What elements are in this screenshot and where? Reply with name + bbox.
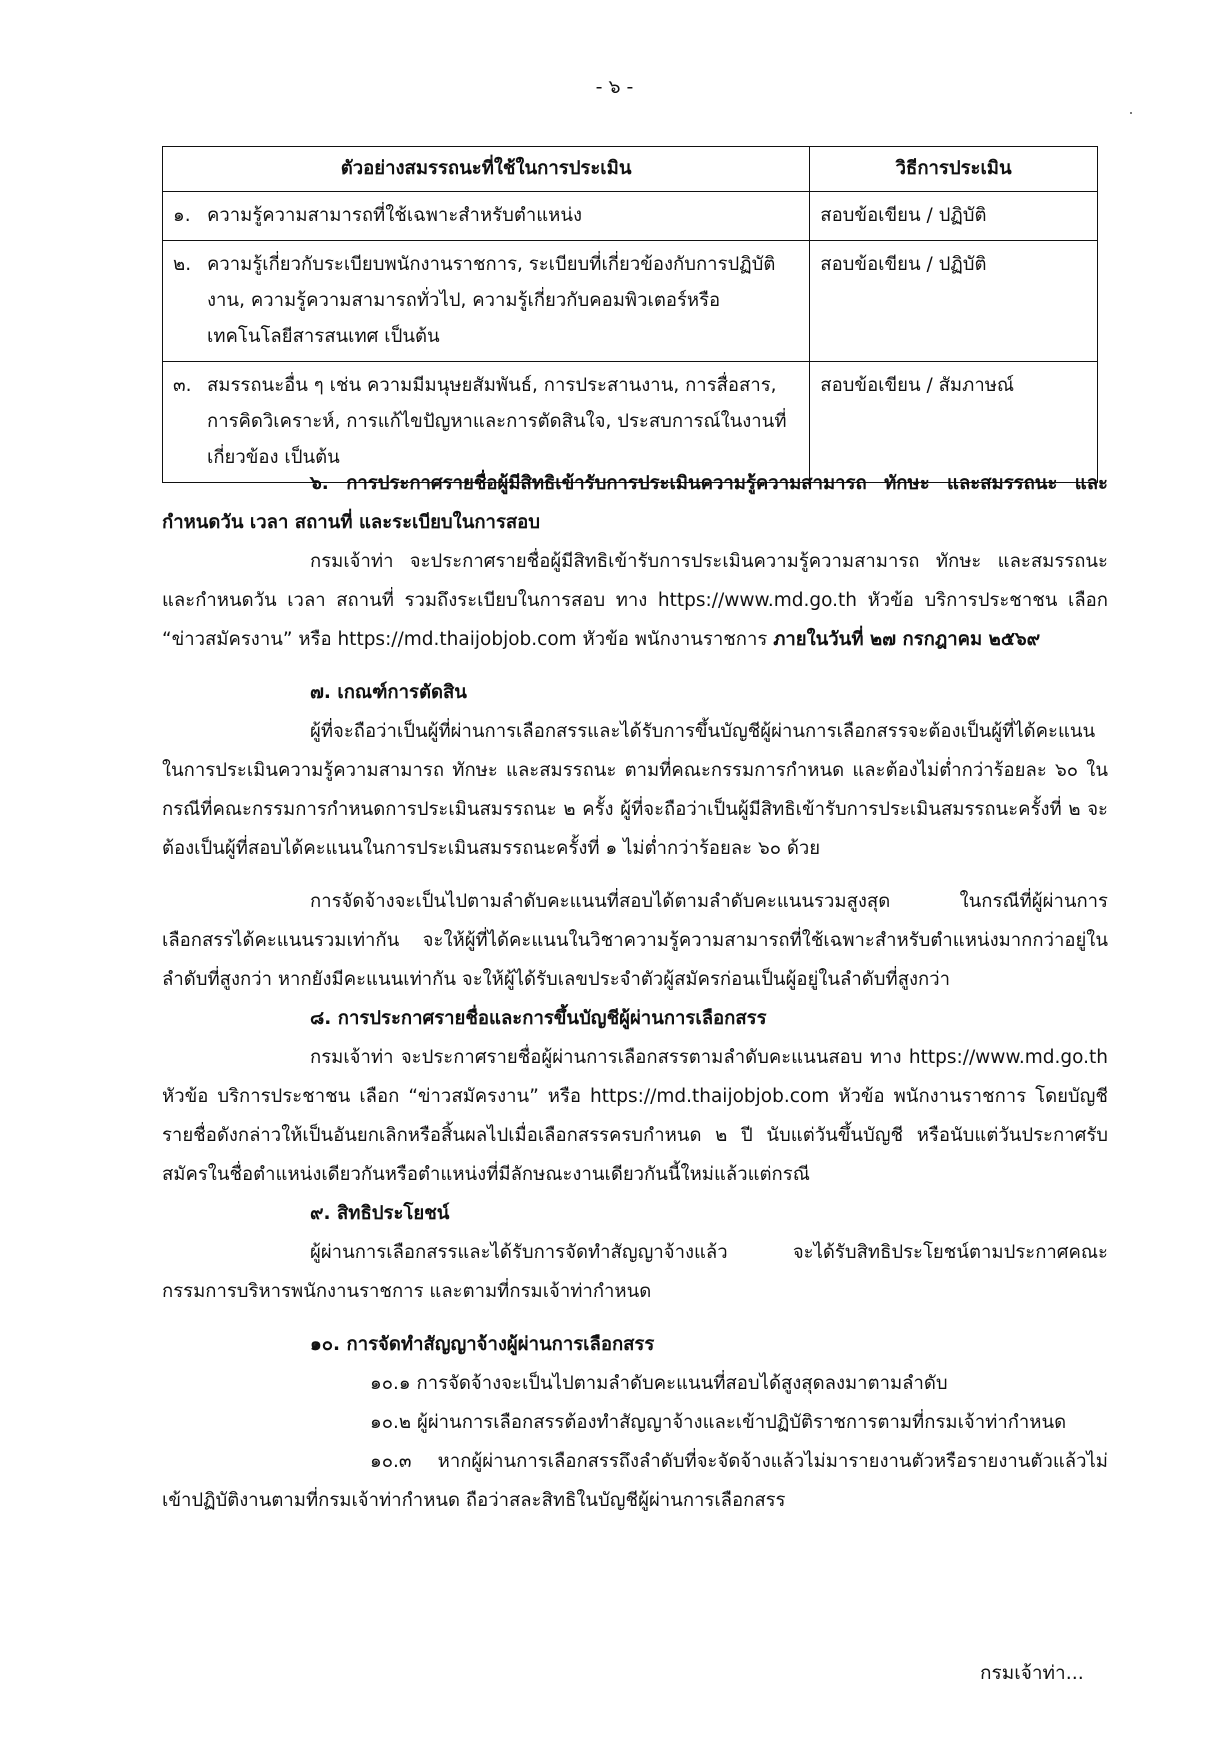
row-text: สมรรถนะอื่น ๆ เช่น ความมีมนุษยสัมพันธ์, การประสานงาน, การสื่อสาร, การคิดวิเคราะห์, การแก้ไขปัญหาและการตัดสินใจ, ประสบการณ์ในงานที่เกี่ยวข้อง เป็นต้น [207,375,787,468]
section-10-item-2: ๑๐.๒ ผู้ผ่านการเลือกสรรต้องทำสัญญาจ้างและเข้าปฏิบัติราชการตามที่กรมเจ้าท่ากำหนด [370,1412,1067,1433]
table-header-method: วิธีการประเมิน [810,147,1098,192]
section-6-heading: ๖. การประกาศรายชื่อผู้มีสิทธิเข้ารับการประเมินความรู้ความสามารถ ทักษะ และสมรรถนะ และกำหนดวัน เวลา สถานที่ และระเบียบในการสอบ [162,473,1108,533]
row-text: ความรู้ความสามารถที่ใช้เฉพาะสำหรับตำแหน่ง [207,205,583,226]
document-body [162,464,1108,1520]
section-6-body [162,542,1108,659]
section-10-item-1: ๑๐.๑ การจัดจ้างจะเป็นไปตามลำดับคะแนนที่สอบได้สูงสุดลงมาตามลำดับ [370,1373,948,1394]
table-cell-method: สอบข้อเขียน / ปฏิบัติ [810,241,1098,362]
section-6-text: กรมเจ้าท่า จะประกาศรายชื่อผู้มีสิทธิเข้ารับการประเมินความรู้ความสามารถ ทักษะ และสมรรถนะ และกำหนดวัน เวลา สถานที่ รวมถึงระเบียบในการสอบ ทาง https://www.md.go.th หัวข้อ บริการประชาชน เลือก “ข่าวสมัครงาน” หรือ https://md.thaijobjob.com หัวข้อ พนักงานราชการ [162,551,1108,650]
row-number: ๑. [173,205,191,226]
table-header-competency: ตัวอย่างสมรรถนะที่ใช้ในการประเมิน [163,147,810,192]
table-cell-competency [163,192,810,241]
page-number: - ๖ - [595,76,634,98]
continuation-note: กรมเจ้าท่า... [980,1662,1084,1684]
row-number: ๒. [173,254,192,275]
section-8-heading: ๘. การประกาศรายชื่อและการขึ้นบัญชีผู้ผ่านการเลือกสรร [310,1008,767,1029]
competency-table [162,146,1098,483]
row-number: ๓. [173,375,192,396]
table-cell-method: สอบข้อเขียน / ปฏิบัติ [810,192,1098,241]
section-9-heading: ๙. สิทธิประโยชน์ [310,1203,450,1224]
table-cell-method: สอบข้อเขียน / สัมภาษณ์ [810,362,1098,483]
scan-speck [1130,112,1132,114]
section-10-item-3: ๑๐.๓ หากผู้ผ่านการเลือกสรรถึงลำดับที่จะจัดจ้างแล้วไม่มารายงานตัวหรือรายงานตัวแล้วไม่เข้าปฏิบัติงานตามที่กรมเจ้าท่ากำหนด ถือว่าสละสิทธิในบัญชีผู้ผ่านการเลือกสรร [162,1451,1108,1511]
section-9-body: ผู้ผ่านการเลือกสรรและได้รับการจัดทำสัญญาจ้างแล้ว จะได้รับสิทธิประโยชน์ตามประกาศคณะกรรมการบริหารพนักงานราชการ และตามที่กรมเจ้าท่ากำหนด [162,1242,1108,1302]
row-text: ความรู้เกี่ยวกับระเบียบพนักงานราชการ, ระเบียบที่เกี่ยวข้องกับการปฏิบัติงาน, ความรู้ความสามารถทั่วไป, ความรู้เกี่ยวกับคอมพิวเตอร์หรือเทคโนโลยีสารสนเทศ เป็นต้น [207,254,776,347]
section-7-para-2: การจัดจ้างจะเป็นไปตามลำดับคะแนนที่สอบได้ตามลำดับคะแนนรวมสูงสุด ในกรณีที่ผู้ผ่านการเลือกสรรได้คะแนนรวมเท่ากัน จะให้ผู้ที่ได้คะแนนในวิชาความรู้ความสามารถที่ใช้เฉพาะสำหรับตำแหน่งมากกว่าอยู่ในลำดับที่สูงกว่า หากยังมีคะแนนเท่ากัน จะให้ผู้ได้รับเลขประจำตัวผู้สมัครก่อนเป็นผู้อยู่ในลำดับที่สูงกว่า [162,891,1108,990]
table-cell-competency [163,241,810,362]
section-8-body: กรมเจ้าท่า จะประกาศรายชื่อผู้ผ่านการเลือกสรรตามลำดับคะแนนสอบ ทาง https://www.md.go.th หัวข้อ บริการประชาชน เลือก “ข่าวสมัครงาน” หรือ https://md.thaijobjob.com หัวข้อ พนักงานราชการ โดยบัญชีรายชื่อดังกล่าวให้เป็นอันยกเลิกหรือสิ้นผลไปเมื่อเลือกสรรครบกำหนด ๒ ปี นับแต่วันขึ้นบัญชี หรือนับแต่วันประกาศรับสมัครในชื่อตำแหน่งเดียวกันหรือตำแหน่งที่มีลักษณะงานเดียวกันนี้ใหม่แล้วแต่กรณี [162,1047,1108,1185]
table-header-row [163,147,1098,192]
table-row [163,241,1098,362]
section-6-deadline: ภายในวันที่ ๒๗ กรกฎาคม ๒๕๖๙ [773,629,1041,650]
section-7-para-1: ผู้ที่จะถือว่าเป็นผู้ที่ผ่านการเลือกสรรและได้รับการขึ้นบัญชีผู้ผ่านการเลือกสรรจะต้องเป็นผู้ที่ได้คะแนนในการประเมินความรู้ความสามารถ ทักษะ และสมรรถนะ ตามที่คณะกรรมการกำหนด และต้องไม่ต่ำกว่าร้อยละ ๖๐ ในกรณีที่คณะกรรมการกำหนดการประเมินสมรรถนะ ๒ ครั้ง ผู้ที่จะถือว่าเป็นผู้มีสิทธิเข้ารับการประเมินสมรรถนะครั้งที่ ๒ จะต้องเป็นผู้ที่สอบได้คะแนนในการประเมินสมรรถนะครั้งที่ ๑ ไม่ต่ำกว่าร้อยละ ๖๐ ด้วย [162,721,1108,859]
table-row [163,192,1098,241]
section-10-heading: ๑๐. การจัดทำสัญญาจ้างผู้ผ่านการเลือกสรร [310,1334,655,1355]
section-7-heading: ๗. เกณฑ์การตัดสิน [310,682,467,703]
